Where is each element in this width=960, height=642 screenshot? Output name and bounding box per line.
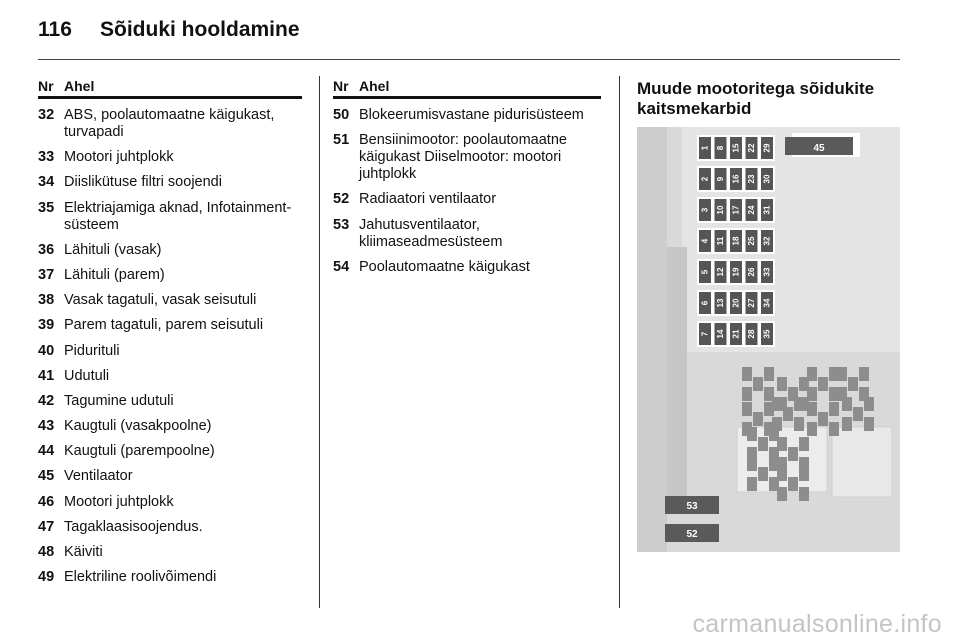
watermark: carmanualsonline.info xyxy=(692,610,942,638)
relay-pin xyxy=(758,437,768,451)
table-row xyxy=(38,418,302,435)
relay-socket-large xyxy=(832,427,892,497)
relay-pin xyxy=(777,437,787,451)
table-row xyxy=(333,259,601,276)
fuse-label: 27 xyxy=(747,298,756,308)
fuse-label: 29 xyxy=(762,143,772,153)
table-row xyxy=(38,544,302,561)
relay-pin xyxy=(842,417,852,431)
relay-pin xyxy=(777,487,787,501)
header-nr: Nr xyxy=(333,78,349,94)
fuse-label: 17 xyxy=(731,205,741,215)
circuit-description: Mootori juhtplokk xyxy=(64,149,174,166)
circuit-description: Blokeerumisvastane pidurisüsteem xyxy=(359,107,584,123)
table-row xyxy=(38,569,302,586)
fuse-label: 21 xyxy=(731,329,741,339)
table-rows-right xyxy=(333,107,601,276)
fuse-number: 42 xyxy=(38,392,55,409)
table-header xyxy=(333,78,601,99)
fuse-label: 7 xyxy=(700,331,710,337)
fuse-label: 23 xyxy=(747,174,756,184)
circuit-description: Bensiinimootor: poolautomaatne käigukast Diiselmootor: mootori juhtplokk xyxy=(359,132,567,183)
table-row xyxy=(38,317,302,334)
table-row xyxy=(38,200,302,234)
circuit-description: Radiaatori ventilaator xyxy=(359,191,497,208)
page-title: Sõiduki hooldamine xyxy=(100,18,300,41)
relay-pin xyxy=(742,387,752,401)
fuse-label: 35 xyxy=(762,329,772,339)
fuse-label: 28 xyxy=(747,329,756,339)
fuse-label: 6 xyxy=(700,300,710,306)
fuse-label-52: 52 xyxy=(686,529,698,540)
table-row xyxy=(38,393,302,410)
relay-pin xyxy=(742,367,752,381)
fuse-box-diagram xyxy=(637,127,900,552)
relay-pin xyxy=(772,397,782,411)
relay-pin xyxy=(829,402,839,416)
fuse-number: 51 xyxy=(333,132,350,149)
fuse-label: 18 xyxy=(731,236,741,246)
fuse-label: 26 xyxy=(747,267,756,277)
relay-pin xyxy=(859,367,869,381)
fuse-number: 39 xyxy=(38,317,55,334)
fuse-label: 2 xyxy=(700,176,710,182)
header-circuit: Ahel xyxy=(359,78,390,94)
relay-pin xyxy=(753,412,763,426)
circuit-description: Lähituli (parem) xyxy=(64,266,165,283)
fuse-label: 11 xyxy=(716,236,725,246)
circuit-description: Vasak tagatuli, vasak seisutuli xyxy=(64,292,257,309)
relay-pin xyxy=(807,402,817,416)
relay-pin xyxy=(818,412,828,426)
circuit-description: Ventilaator xyxy=(64,468,133,485)
relay-pin xyxy=(837,367,847,381)
fuse-label: 31 xyxy=(762,205,772,215)
fuse-label: 4 xyxy=(700,238,710,244)
relay-pin xyxy=(788,447,798,461)
fuse-number: 45 xyxy=(38,468,55,485)
fuse-label: 20 xyxy=(731,298,741,308)
circuit-description: Pidurituli xyxy=(64,342,120,359)
table-row xyxy=(38,519,302,536)
table-row xyxy=(38,242,302,259)
header-circuit: Ahel xyxy=(64,78,95,94)
relay-pin xyxy=(747,477,757,491)
relay-pin xyxy=(747,457,757,471)
table-row xyxy=(38,343,302,360)
circuit-description: Tagaklaasisoojendus. xyxy=(64,518,203,535)
fuse-number: 53 xyxy=(333,216,350,233)
circuit-description: ABS, poolautomaatne käigukast, turvapadi xyxy=(64,107,275,140)
circuit-description: Kaugtuli (parempoolne) xyxy=(64,443,215,460)
fuse-number: 37 xyxy=(38,266,55,283)
circuit-description: Tagumine udutuli xyxy=(64,392,174,409)
relay-pin xyxy=(799,467,809,481)
fuse-label: 33 xyxy=(762,267,772,277)
fuse-label: 5 xyxy=(700,269,710,275)
relay-pin xyxy=(807,387,817,401)
fuse-number: 32 xyxy=(38,107,55,123)
fuse-number: 50 xyxy=(333,107,350,123)
fuse-label: 25 xyxy=(747,236,756,246)
fuse-label: 32 xyxy=(762,236,772,246)
header-nr: Nr xyxy=(38,78,54,94)
table-row xyxy=(38,174,302,191)
relay-pin xyxy=(747,427,757,441)
circuit-description: Elektriajamiga aknad, Infotainment-süsteem xyxy=(64,199,292,233)
circuit-description: Udutuli xyxy=(64,367,110,384)
fuse-box-side-channel xyxy=(667,247,687,497)
fuse-box-illustration xyxy=(637,127,900,552)
fuse-number: 46 xyxy=(38,493,55,510)
table-row xyxy=(38,292,302,309)
relay-pin xyxy=(864,417,874,431)
page-header xyxy=(38,18,300,42)
fuse-label: 13 xyxy=(716,298,725,308)
table-row xyxy=(333,132,601,183)
fuse-number: 35 xyxy=(38,199,55,216)
fuse-label: 10 xyxy=(716,205,725,215)
table-row xyxy=(38,368,302,385)
table-row xyxy=(38,468,302,485)
relay-pin xyxy=(777,467,787,481)
header-rule xyxy=(38,59,900,60)
fuse-label: 9 xyxy=(716,176,725,182)
table-row xyxy=(38,267,302,284)
table-rows-left xyxy=(38,107,302,586)
fuse-label: 3 xyxy=(700,207,710,213)
fuse-box-left-edge xyxy=(637,127,667,552)
relay-pin xyxy=(783,407,793,421)
circuit-description: Mootori juhtplokk xyxy=(64,493,174,510)
relay-pin xyxy=(799,437,809,451)
relay-pin xyxy=(788,477,798,491)
fuse-number: 49 xyxy=(38,569,55,586)
relay-pin xyxy=(829,422,839,436)
relay-pin xyxy=(864,397,874,411)
table-row xyxy=(333,107,601,124)
fuse-grid xyxy=(697,135,775,347)
relay-pin xyxy=(758,467,768,481)
circuit-description: Diislikütuse filtri soojendi xyxy=(64,174,222,191)
column-divider xyxy=(619,76,620,608)
table-row xyxy=(38,107,302,141)
fuse-number: 47 xyxy=(38,518,55,535)
relay-pin xyxy=(848,377,858,391)
relay-pin xyxy=(777,377,787,391)
fuse-number: 36 xyxy=(38,241,55,258)
relay-pin xyxy=(764,367,774,381)
fuse-number: 41 xyxy=(38,367,55,384)
fuse-number: 43 xyxy=(38,418,55,435)
relay-pin xyxy=(807,367,817,381)
relay-pin xyxy=(818,377,828,391)
circuit-description: Kaugtuli (vasakpoolne) xyxy=(64,418,212,435)
circuit-description: Lähituli (vasak) xyxy=(64,241,162,258)
fuse-number: 54 xyxy=(333,258,350,275)
fuse-table-left xyxy=(38,78,302,594)
fuse-number: 33 xyxy=(38,149,55,166)
page-number: 116 xyxy=(38,18,72,41)
fuse-label: 8 xyxy=(716,145,725,151)
fuse-label: 16 xyxy=(731,174,741,184)
fuse-table-right xyxy=(333,78,601,284)
circuit-description: Parem tagatuli, parem seisutuli xyxy=(64,317,264,334)
fuse-number: 52 xyxy=(333,191,350,208)
relay-pin xyxy=(794,397,804,411)
fuse-number: 40 xyxy=(38,342,55,359)
fuse-label: 1 xyxy=(700,145,710,151)
fuse-label: 12 xyxy=(716,267,725,277)
table-row xyxy=(333,217,601,251)
column-divider xyxy=(319,76,320,608)
fuse-label: 14 xyxy=(716,329,725,339)
fuse-label: 24 xyxy=(747,205,756,215)
fuse-label-45: 45 xyxy=(813,143,825,154)
table-row xyxy=(38,494,302,511)
circuit-description: Käiviti xyxy=(64,544,103,560)
table-row xyxy=(333,191,601,208)
fuse-label: 19 xyxy=(731,267,741,277)
fuse-number: 48 xyxy=(38,544,55,560)
circuit-description: Jahutusventilaator, kliimaseadmesüsteem xyxy=(359,216,503,250)
fuse-label: 30 xyxy=(762,174,772,184)
relay-pin xyxy=(799,487,809,501)
relay-pin xyxy=(794,417,804,431)
fuse-label: 34 xyxy=(762,298,772,308)
table-row xyxy=(38,149,302,166)
fuse-label: 22 xyxy=(747,143,756,153)
table-row xyxy=(38,443,302,460)
section-title: Muude mootoritega sõidukite kaitsmekarbid xyxy=(637,79,875,118)
fuse-number: 38 xyxy=(38,292,55,309)
relay-pin xyxy=(807,422,817,436)
relay-pin xyxy=(853,407,863,421)
relay-pin xyxy=(842,397,852,411)
relay-pin xyxy=(753,377,763,391)
fuse-number: 44 xyxy=(38,443,55,460)
relay-pin xyxy=(742,402,752,416)
fuse-label: 15 xyxy=(731,143,741,153)
circuit-description: Elektriline roolivõimendi xyxy=(64,569,217,586)
fuse-label-53: 53 xyxy=(686,501,698,512)
circuit-description: Poolautomaatne käigukast xyxy=(359,258,530,275)
table-header xyxy=(38,78,302,99)
fuse-number: 34 xyxy=(38,174,55,191)
